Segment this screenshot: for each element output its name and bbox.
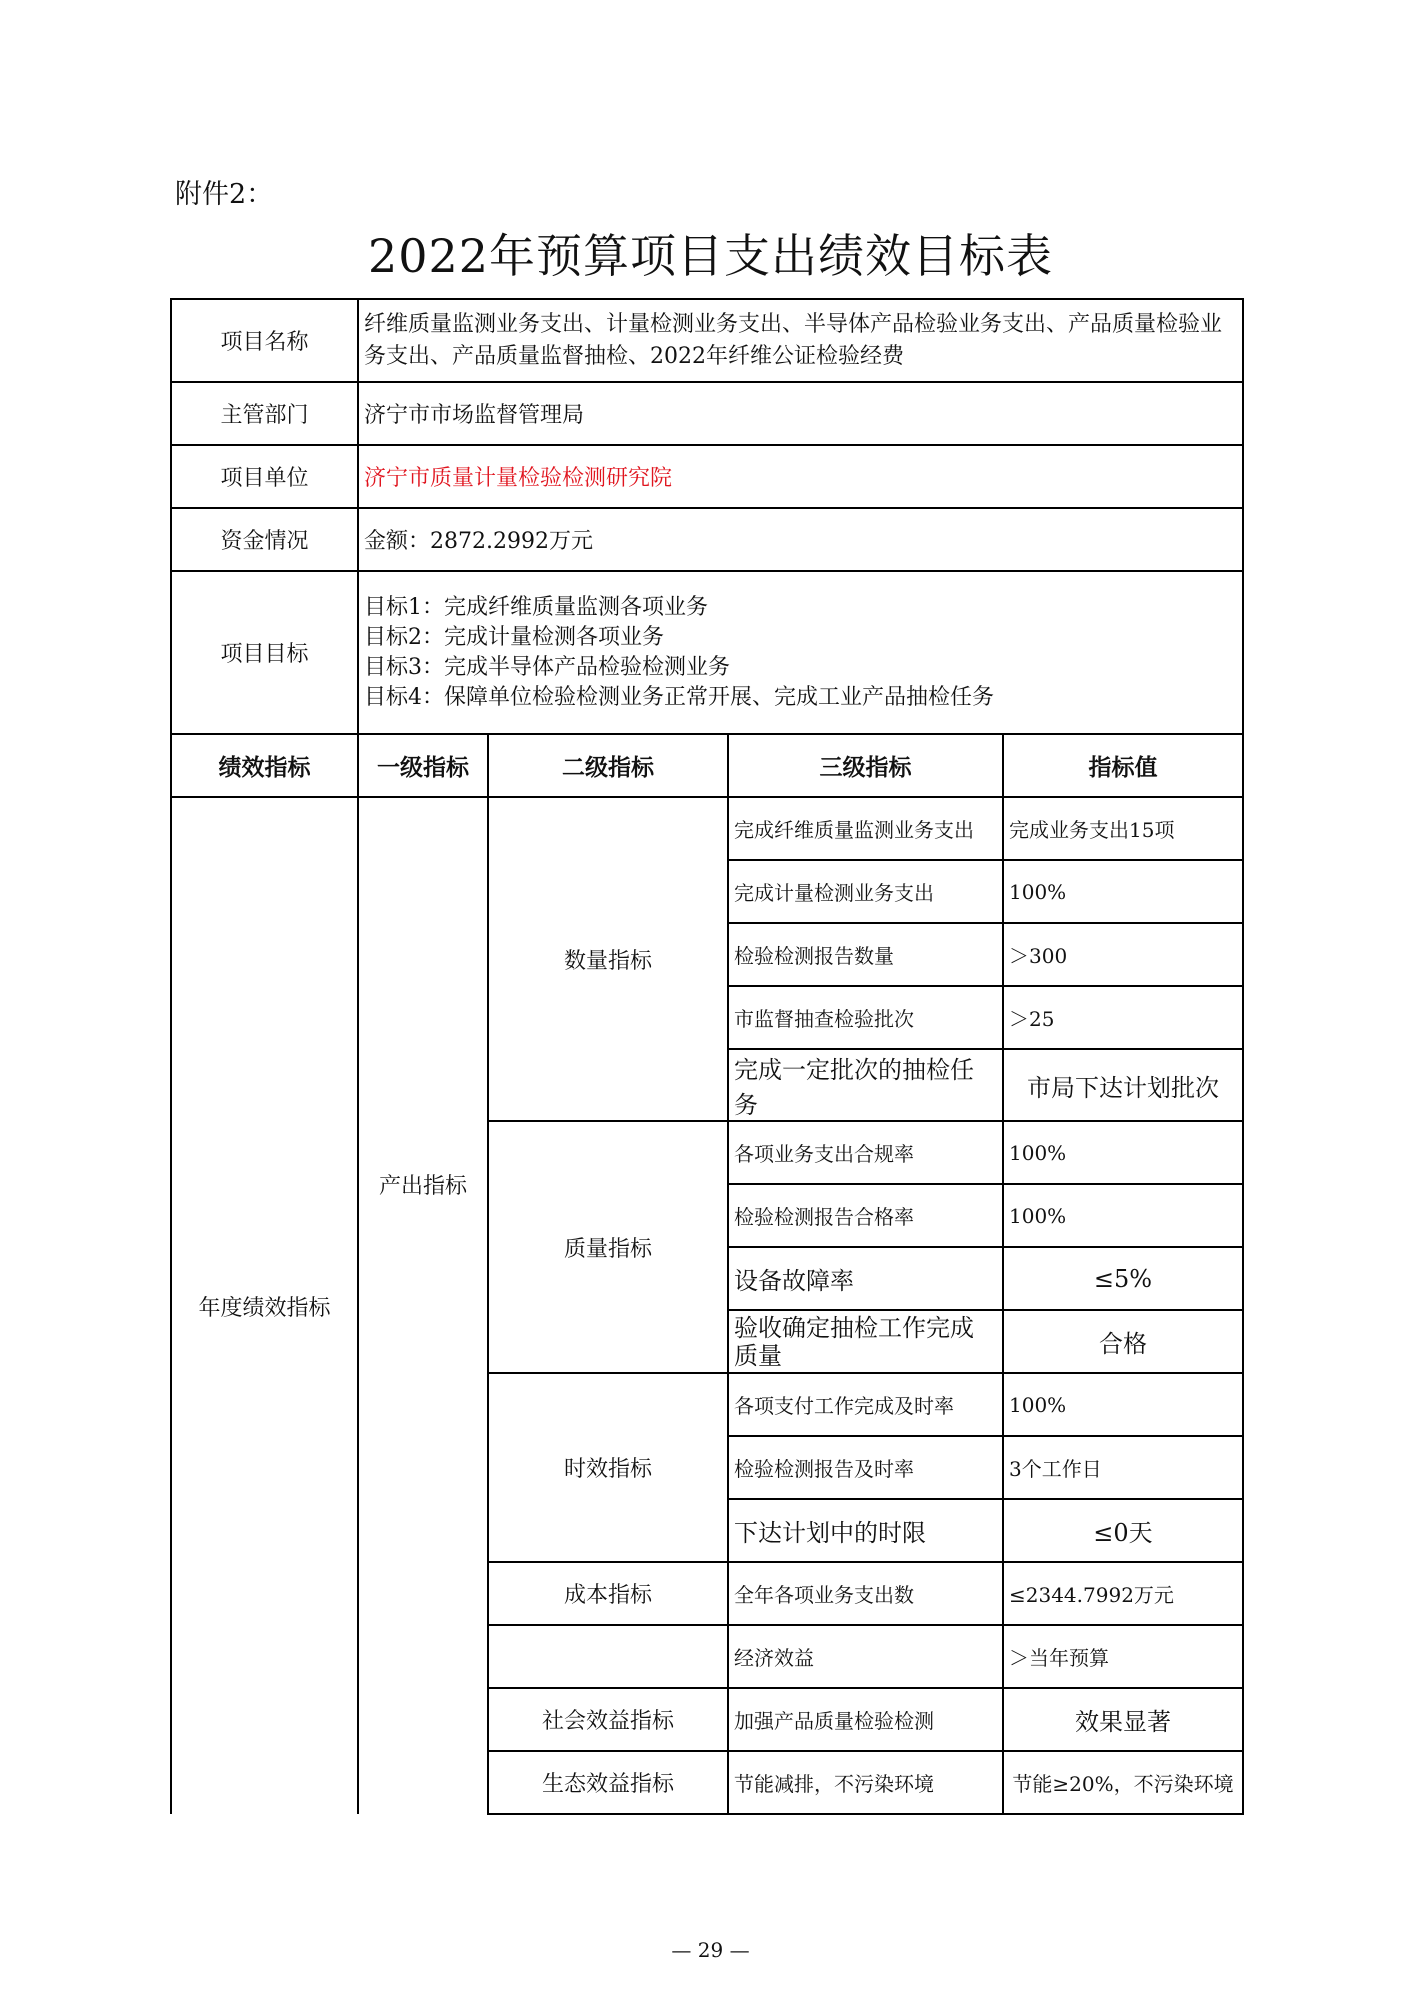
quantity-item: 完成一定批次的抽检任务 — [728, 1049, 1003, 1121]
output-indicator-label: 产出指标 — [358, 797, 488, 1814]
page-title: 2022年预算项目支出绩效目标表 — [367, 229, 1054, 283]
quantity-value: ＞25 — [1003, 986, 1243, 1049]
row-goals — [171, 571, 1243, 734]
timeliness-item: 各项支付工作完成及时率 — [728, 1373, 1003, 1436]
quality-value: 合格 — [1003, 1310, 1243, 1373]
row-dept — [171, 382, 1243, 445]
eco-item: 节能减排，不污染环境 — [728, 1751, 1003, 1814]
table-row — [171, 797, 1243, 860]
attachment-label: 附件2： — [175, 179, 274, 210]
quality-value: 100% — [1003, 1184, 1243, 1247]
performance-target-table — [170, 298, 1244, 1815]
dept-value: 济宁市市场监督管理局 — [358, 382, 1243, 445]
header-performance: 绩效指标 — [171, 734, 358, 797]
economic-item: 经济效益 — [728, 1625, 1003, 1688]
row-project-name — [171, 299, 1243, 382]
economic-indicator-label — [488, 1625, 728, 1688]
unit-label: 项目单位 — [171, 445, 358, 508]
timeliness-value: 100% — [1003, 1373, 1243, 1436]
cost-value: ≤2344.7992万元 — [1003, 1562, 1243, 1625]
timeliness-item: 检验检测报告及时率 — [728, 1436, 1003, 1499]
row-funds — [171, 508, 1243, 571]
quality-value: 100% — [1003, 1121, 1243, 1184]
header-level1: 一级指标 — [358, 734, 488, 797]
unit-value: 济宁市质量计量检验检测研究院 — [358, 445, 1243, 508]
quality-item: 设备故障率 — [728, 1247, 1003, 1310]
goal-item: 目标4：保障单位检验检测业务正常开展、完成工业产品抽检任务 — [364, 684, 994, 710]
goals-list — [358, 571, 1243, 734]
timeliness-item: 下达计划中的时限 — [728, 1499, 1003, 1562]
timeliness-value: ≤0天 — [1003, 1499, 1243, 1562]
timeliness-value: 3个工作日 — [1003, 1436, 1243, 1499]
social-value: 效果显著 — [1003, 1688, 1243, 1751]
header-level3: 三级指标 — [728, 734, 1003, 797]
goals-label: 项目目标 — [171, 571, 358, 734]
social-item: 加强产品质量检验检测 — [728, 1688, 1003, 1751]
quality-item: 验收确定抽检工作完成质量 — [728, 1310, 1003, 1373]
quality-item: 检验检测报告合格率 — [728, 1184, 1003, 1247]
header-level2: 二级指标 — [488, 734, 728, 797]
funds-label: 资金情况 — [171, 508, 358, 571]
annual-indicator-label: 年度绩效指标 — [171, 797, 358, 1814]
table-header-row — [171, 734, 1243, 797]
row-unit — [171, 445, 1243, 508]
quantity-value: 100% — [1003, 860, 1243, 923]
dept-label: 主管部门 — [171, 382, 358, 445]
quantity-item: 检验检测报告数量 — [728, 923, 1003, 986]
goal-item: 目标1：完成纤维质量监测各项业务 — [364, 594, 708, 620]
eco-indicator-label: 生态效益指标 — [488, 1751, 728, 1814]
eco-value: 节能≥20%，不污染环境 — [1003, 1751, 1243, 1814]
quantity-item: 完成纤维质量监测业务支出 — [728, 797, 1003, 860]
quantity-item: 完成计量检测业务支出 — [728, 860, 1003, 923]
funds-value: 金额：2872.2992万元 — [358, 508, 1243, 571]
quantity-value: ＞300 — [1003, 923, 1243, 986]
timeliness-indicator-label: 时效指标 — [488, 1373, 728, 1562]
page-number: — 29 — — [671, 1938, 750, 1962]
goal-item: 目标3：完成半导体产品检验检测业务 — [364, 654, 730, 680]
quantity-value: 完成业务支出15项 — [1003, 797, 1243, 860]
cost-item: 全年各项业务支出数 — [728, 1562, 1003, 1625]
quantity-value: 市局下达计划批次 — [1003, 1049, 1243, 1121]
quality-indicator-label: 质量指标 — [488, 1121, 728, 1373]
quantity-item: 市监督抽查检验批次 — [728, 986, 1003, 1049]
goal-item: 目标2：完成计量检测各项业务 — [364, 624, 664, 650]
economic-value: ＞当年预算 — [1003, 1625, 1243, 1688]
project-name-value: 纤维质量监测业务支出、计量检测业务支出、半导体产品检验业务支出、产品质量检验业务支出、产品质量监督抽检、2022年纤维公证检验经费 — [358, 299, 1243, 382]
social-indicator-label: 社会效益指标 — [488, 1688, 728, 1751]
quantity-indicator-label: 数量指标 — [488, 797, 728, 1121]
quality-value: ≤5% — [1003, 1247, 1243, 1310]
cost-indicator-label: 成本指标 — [488, 1562, 728, 1625]
quality-item: 各项业务支出合规率 — [728, 1121, 1003, 1184]
header-value: 指标值 — [1003, 734, 1243, 797]
project-name-label: 项目名称 — [171, 299, 358, 382]
